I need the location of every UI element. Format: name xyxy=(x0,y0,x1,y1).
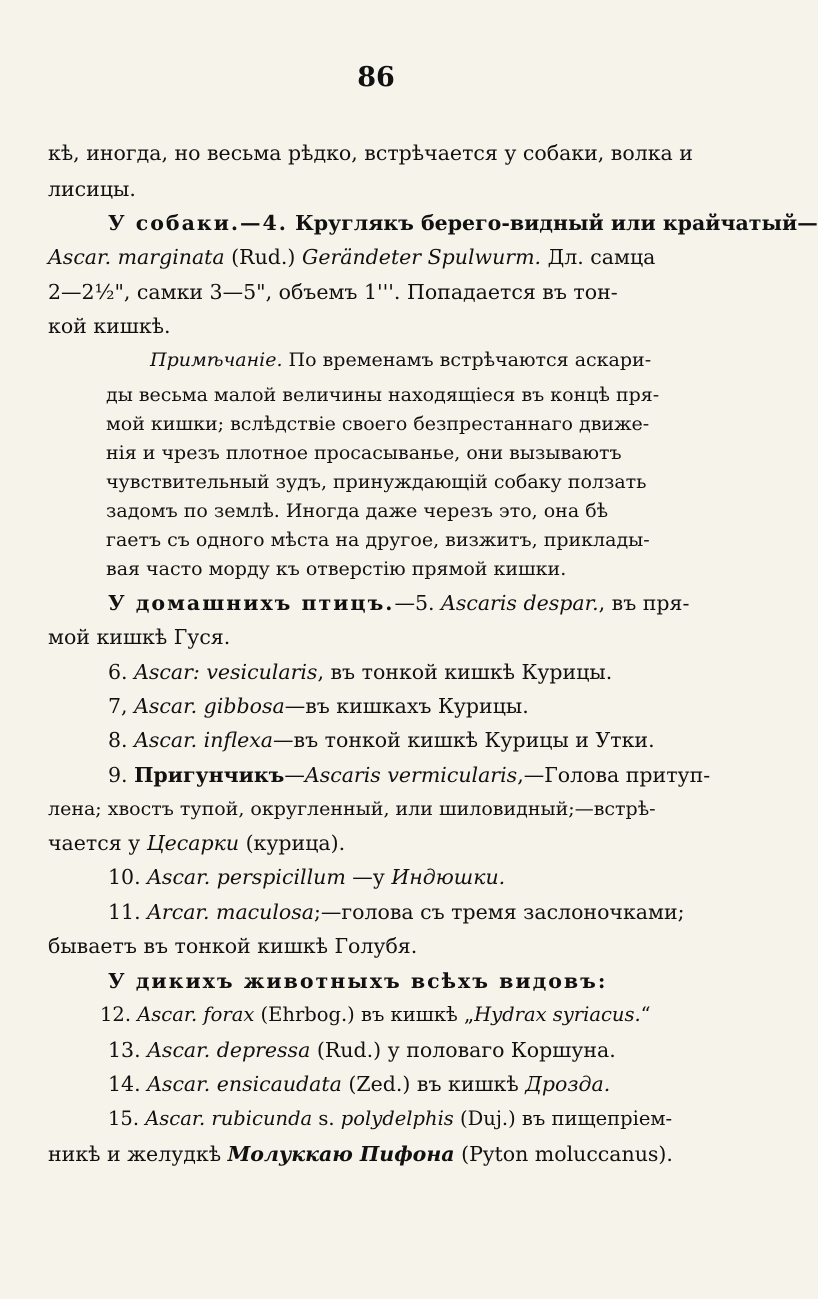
latin-name: Ascar. depressa xyxy=(147,1038,311,1062)
item-number: 8. xyxy=(108,728,135,752)
latin-name: Ascar. ensicaudata xyxy=(147,1072,342,1096)
text-line xyxy=(108,899,768,925)
latin-name: Ascaris vermicularis xyxy=(304,763,518,787)
host-name: Молуккаю Пифона xyxy=(227,1142,455,1166)
text-line: нія и чрезъ плотное просасыванье, они вызываютъ xyxy=(106,442,622,464)
text-line xyxy=(108,727,768,753)
item-number: 15. xyxy=(108,1107,146,1130)
text-run: чается у xyxy=(48,831,147,855)
text-line xyxy=(108,590,768,616)
text-line xyxy=(108,693,768,719)
text-line: чувствительный зудъ, принуждающій собаку ползать xyxy=(106,471,647,493)
text-line xyxy=(108,1071,768,1097)
page-number: 86 xyxy=(357,62,395,93)
text-line xyxy=(108,1037,768,1063)
text-run: “ xyxy=(640,1003,651,1026)
text-run: — xyxy=(284,763,305,787)
text-run: , въ тонкой кишкѣ Курицы. xyxy=(317,660,613,684)
latin-name: Ascar. rubicunda xyxy=(145,1107,313,1130)
text-run: s. xyxy=(312,1107,341,1130)
author: (Rud.) xyxy=(224,245,302,269)
text-line: гаетъ съ одного мѣста на другое, визжитъ, приклады- xyxy=(106,529,650,551)
latin-name: Ascar. marginata xyxy=(48,245,225,269)
text-run: —въ кишкахъ Курицы. xyxy=(284,694,529,718)
text-run: (Ehrbog.) въ кишкѣ „ xyxy=(254,1003,475,1026)
host-name: Цесарки xyxy=(146,831,240,855)
text-run: ;—голова съ тремя заслоночками; xyxy=(314,900,685,924)
section-heading: У домашнихъ птицъ. xyxy=(108,591,395,615)
text-run: (курица). xyxy=(239,831,346,855)
text-line xyxy=(108,659,768,685)
text-line xyxy=(48,244,708,270)
text-line: 2—2½", самки 3—5", объемъ 1'''. Попадается въ тон- xyxy=(48,280,618,304)
host-name: Индюшки. xyxy=(391,865,506,889)
latin-name: Ascar. inflexa xyxy=(134,728,274,752)
text-line xyxy=(108,210,818,236)
text-line: вая часто морду къ отверстію прямой кишки. xyxy=(106,558,567,580)
text-line: бываетъ въ тонкой кишкѣ Голубя. xyxy=(48,934,418,958)
text-line: кѣ, иногда, но весьма рѣдко, встрѣчается у собаки, волка и xyxy=(48,141,693,165)
text-line xyxy=(108,864,768,890)
item-number: 7, xyxy=(108,694,135,718)
item-number: 12. xyxy=(100,1003,138,1026)
latin-name: Ascar. forax xyxy=(137,1003,255,1026)
item-number: 14. xyxy=(108,1072,148,1096)
latin-name: Ascar. perspicillum xyxy=(147,865,346,889)
latin-name: Ascaris despar. xyxy=(441,591,599,615)
section-heading: У дикихъ животныхъ всѣхъ видовъ: xyxy=(108,969,608,993)
note-label: Примѣчаніе. xyxy=(150,349,283,371)
text-line xyxy=(48,830,708,856)
text-run: ,—Голова притуп- xyxy=(517,763,711,787)
text-line: кой кишкѣ. xyxy=(48,314,171,338)
text-line xyxy=(48,1141,708,1167)
latin-name: Arcar. maculosa xyxy=(147,900,314,924)
text-line: лена; хвостъ тупой, округленный, или шиловидный;—встрѣ- xyxy=(48,798,656,820)
text-line: лисицы. xyxy=(48,177,136,201)
text-line xyxy=(108,762,768,788)
text-line: задомъ по землѣ. Иногда даже черезъ это, она бѣ xyxy=(106,500,609,522)
item-number: 10. xyxy=(108,865,148,889)
text-run: (Duj.) въ пищепріем- xyxy=(453,1107,673,1130)
text-run: (Pyton moluccanus). xyxy=(454,1142,673,1166)
text-run: (Zed.) въ кишкѣ xyxy=(341,1072,526,1096)
latin-name: Ascar. gibbosa xyxy=(134,694,285,718)
text-line: ды весьма малой величины находящіеся въ концѣ пря- xyxy=(106,384,660,406)
text-line xyxy=(100,1002,760,1028)
text-run: никѣ и желудкѣ xyxy=(48,1142,228,1166)
text-line: мой кишки; вслѣдствіе своего безпрестаннаго движе- xyxy=(106,413,650,435)
text-line xyxy=(150,347,810,373)
species-name-ru: Пригунчикъ xyxy=(134,763,285,787)
text-line: мой кишкѣ Гуся. xyxy=(48,625,231,649)
text-run: —у xyxy=(345,865,392,889)
item-number: 9. xyxy=(108,763,135,787)
text-run: По временамъ встрѣчаются аскари- xyxy=(282,349,652,371)
item-number: 11. xyxy=(108,900,148,924)
host-name: Дрозда. xyxy=(525,1072,611,1096)
text-run: —5. xyxy=(394,591,442,615)
german-name: Gerändeter Spulwurm. xyxy=(301,245,542,269)
text-run: Дл. самца xyxy=(541,245,656,269)
text-run: —въ тонкой кишкѣ Курицы и Утки. xyxy=(273,728,655,752)
text-line xyxy=(108,1106,768,1132)
latin-name: polydelphis xyxy=(340,1107,454,1130)
species-name-ru: Круглякъ берего-видный или крайчатый— xyxy=(287,211,818,235)
text-run: (Rud.) у половаго Коршуна. xyxy=(310,1038,616,1062)
section-heading: У собаки.—4. xyxy=(108,211,288,235)
item-number: 6. xyxy=(108,660,135,684)
item-number: 13. xyxy=(108,1038,148,1062)
latin-name: Ascar: vesicularis xyxy=(134,660,318,684)
host-name: Hydrax syriacus. xyxy=(474,1003,641,1026)
text-run: , въ пря- xyxy=(598,591,690,615)
